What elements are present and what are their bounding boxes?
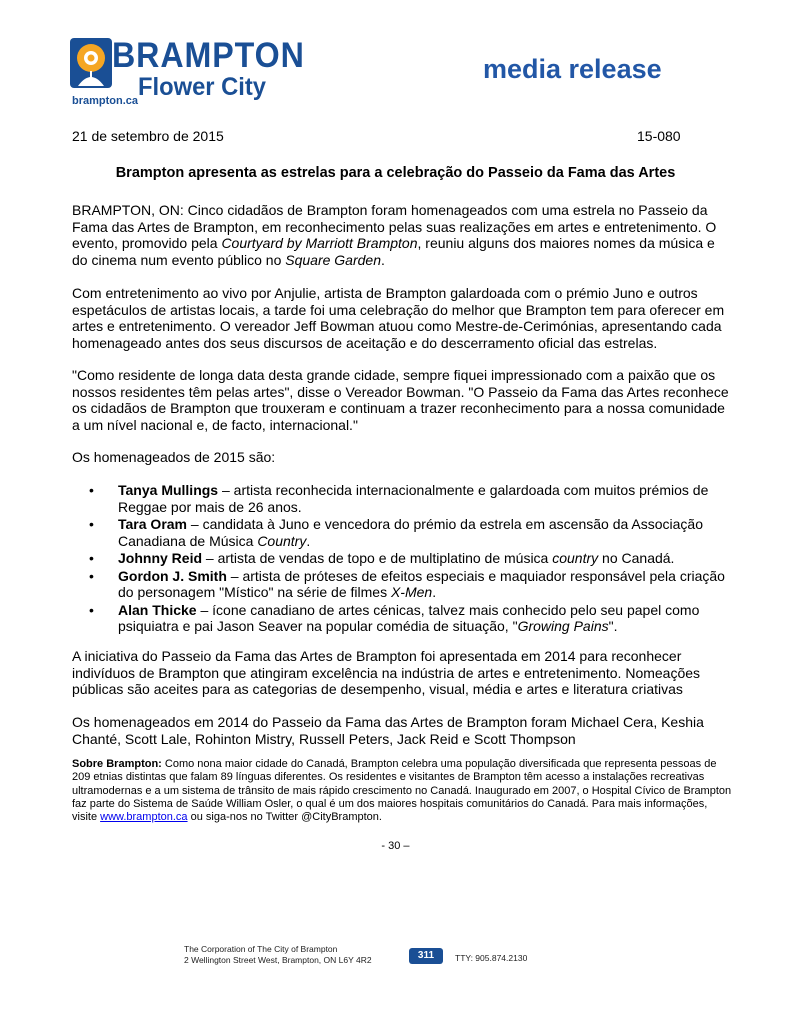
311-badge: 311 (409, 948, 443, 964)
p4-text: Os homenageados de 2015 são: (72, 449, 276, 465)
honoree-desc-em: Growing Pains (517, 618, 609, 634)
bullet-icon: • (89, 550, 94, 566)
list-item (72, 482, 732, 515)
honoree-desc: – artista reconhecida internacionalmente e galardoada com muitos prémios de Reggae por mais de 26 anos. (118, 482, 709, 515)
honoree-desc-tail: no Canadá. (598, 550, 675, 566)
p1-text-e: . (380, 251, 385, 268)
honoree-desc-em: X-Men (390, 584, 433, 600)
logo-wordmark-brampton: BRAMPTON (112, 36, 305, 75)
p1-text-c: , reuniu alguns dos maiores nomes da música e do cinema num evento público no (72, 235, 715, 268)
honoree-name: Tanya Mullings (118, 482, 219, 498)
bullet-icon: • (89, 482, 94, 498)
honoree-name: Johnny Reid (118, 550, 203, 566)
p1-text-a: BRAMPTON, ON: Cinco cidadãos de Brampton foram homenageados com uma estrela no Passeio da Fama das Artes de Brampton, em reconhecimento pelas suas realizações em artes e entretenimento. O evento, promovido pela (72, 202, 717, 251)
brampton-logo (70, 38, 112, 96)
list-item (72, 602, 732, 635)
list-item (72, 550, 732, 567)
document-type-title: media release (483, 54, 662, 84)
about-label: Sobre Brampton: (72, 758, 162, 770)
p1-location: Square Garden (285, 251, 381, 268)
bullet-icon: • (89, 601, 94, 618)
honoree-desc: – artista de vendas de topo e de multiplatino de música (202, 550, 553, 566)
logo-url: brampton.ca (72, 95, 139, 107)
brampton-website-link[interactable]: www.brampton.ca (100, 811, 188, 824)
honoree-desc: – artista de próteses de efeitos especiais e maquiador responsável pela criação do personagem "Místico" na série de filmes (118, 567, 725, 600)
release-date: 21 de setembro de 2015 (72, 128, 224, 144)
paragraph-entertainment (72, 285, 732, 351)
p1-venue: Courtyard by Marriott Brampton (221, 235, 418, 251)
honoree-name: Tara Oram (118, 516, 187, 532)
logo-wordmark-flower-city: Flower City (138, 73, 267, 101)
honoree-name: Gordon J. Smith (118, 567, 227, 584)
about-brampton (72, 758, 734, 824)
about-text: Como nona maior cidade do Canadá, Brampton celebra uma população diversificada que representa pessoas de 209 etnias distintas que falam 89 línguas diferentes. Os residentes e visitantes de Brampton têm acesso a instalações recreativas ultramodernas e a um sistema de trânsito de mais rápido crescimento no Canadá. Inaugurado em 2007, o Hospital Cívico de Brampton faz parte do Sistema de Saúde William Osler, o qual é um dos maiores hospitais comunitários do Canadá. Para mais informações, visite (72, 758, 732, 824)
p3-text: "Como residente de longa data desta grande cidade, sempre fiquei impressionado com a paixão que os nossos residentes têm pelas artes", disse o Vereador Bowman. "O Passeio da Fama das Artes reconhece os cidadãos de Brampton que trouxeram e continuam a trazer reconhecimento para a nossa comunidade a um nível nacional e, de facto, internacional." (72, 367, 729, 433)
honoree-desc-tail: . (306, 532, 311, 549)
honoree-desc: – candidata à Juno e vencedora do prémio da estrela em ascensão da Associação Canadiana de Música (118, 516, 703, 549)
list-item (72, 516, 732, 549)
honoree-desc-em: country (552, 550, 599, 566)
bullet-icon: • (89, 516, 94, 532)
honoree-name: Alan Thicke (118, 601, 197, 618)
release-reference-number: 15-080 (637, 128, 681, 144)
honoree-desc-em: Country (257, 532, 307, 549)
footer-tty: TTY: 905.874.2130 (455, 953, 528, 963)
bullet-icon: • (89, 567, 94, 584)
paragraph-honorees-intro (72, 449, 732, 466)
honorees-list (72, 482, 732, 635)
headline: Brampton apresenta as estrelas para a celebração do Passeio da Fama das Artes (115, 165, 676, 181)
p2-text: Com entretenimento ao vivo por Anjulie, artista de Brampton galardoada com o prémio Juno e outros espetáculos de artistas locais, a tarde foi uma celebração do melhor que Brampton tem para oferecer em artes e entretenimento. O vereador Jeff Bowman atuou como Mestre-de-Cerimónias, apresentando cada homenageado antes dos seus discursos de aceitação e do descerramento oficial das estrelas. (72, 285, 725, 351)
footer-corporation: The Corporation of The City of Brampton (184, 944, 338, 954)
flower-logo-icon (70, 38, 112, 96)
paragraph-initiative (72, 648, 732, 698)
paragraph-quote (72, 367, 732, 433)
end-marker: - 30 – (381, 840, 410, 852)
about-tail: ou siga-nos no Twitter @CityBrampton. (187, 811, 382, 824)
p5-text: A iniciativa do Passeio da Fama das Artes de Brampton foi apresentada em 2014 para reconhecer indivíduos de Brampton que atingiram excelência na indústria de artes e entretenimento. Nomeações públicas são aceites para as categorias de desempenho, visual, média e artes e literatura criativas (72, 648, 701, 697)
honoree-desc-tail: ". (608, 618, 618, 634)
p6-text: Os homenageados em 2014 do Passeio da Fama das Artes de Brampton foram Michael Cera, Keshia Chanté, Scott Lale, Rohinton Mistry, Russell Peters, Jack Reid e Scott Thompson (72, 714, 704, 747)
footer-address: 2 Wellington Street West, Brampton, ON L6Y 4R2 (184, 955, 372, 965)
honoree-desc-tail: . (432, 584, 437, 600)
paragraph-intro (72, 202, 732, 268)
paragraph-2014-honorees (72, 714, 732, 747)
honoree-desc: – ícone canadiano de artes cénicas, talvez mais conhecido pelo seu papel como psiquiatra e pai Jason Seaver na popular comédia de situação, " (118, 601, 700, 634)
honorees-list-container (72, 482, 732, 636)
list-item (72, 568, 732, 601)
